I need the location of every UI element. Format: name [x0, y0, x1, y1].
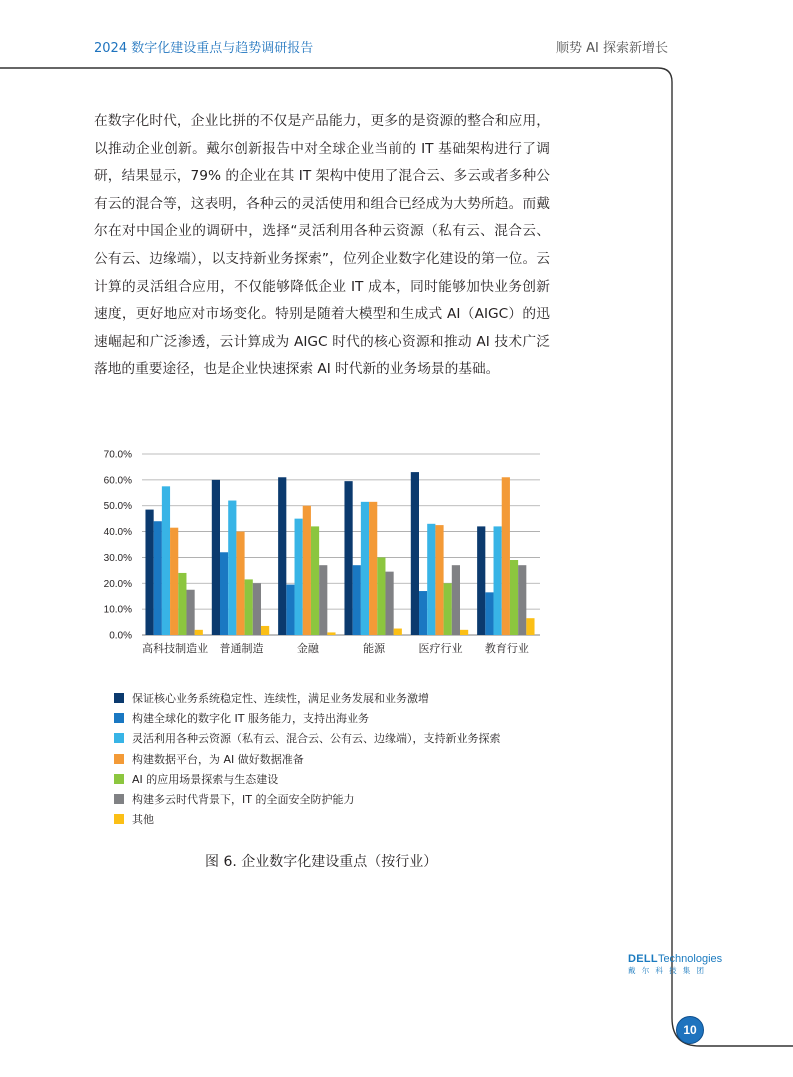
bar	[385, 572, 393, 635]
bar	[286, 585, 294, 635]
bar	[162, 486, 170, 635]
bar	[427, 524, 435, 635]
bar	[411, 472, 419, 635]
x-category-label: 教育行业	[484, 642, 529, 655]
legend-label: 其他	[132, 813, 154, 827]
y-tick-label: 30.0%	[103, 552, 132, 564]
bar	[377, 557, 385, 635]
legend-label: 灵活利用各种云资源（私有云、混合云、公有云、边缘端），支持新业务探索	[132, 732, 501, 746]
logo-brand-suffix: Technologies	[657, 953, 723, 965]
bar	[394, 629, 402, 635]
bar	[295, 519, 303, 635]
legend-label: 构建全球化的数字化 IT 服务能力，支持出海业务	[132, 712, 369, 726]
bar	[502, 477, 510, 635]
x-category-label: 普通制造	[219, 642, 264, 655]
bar	[220, 552, 228, 635]
bar	[369, 502, 377, 635]
report-slogan: 顺势 AI 探索新增长	[556, 41, 668, 56]
bar	[477, 526, 485, 635]
bar	[245, 579, 253, 635]
legend-item	[114, 728, 501, 748]
y-tick-label: 40.0%	[103, 527, 132, 539]
bar	[186, 590, 194, 635]
page-number: 10	[676, 1016, 704, 1044]
bar	[170, 528, 178, 635]
bar	[485, 592, 493, 635]
logo-brand-prefix: D	[628, 953, 637, 965]
legend-swatch	[114, 794, 124, 804]
y-tick-label: 20.0%	[103, 578, 132, 590]
legend-swatch	[114, 814, 124, 824]
legend-swatch	[114, 733, 124, 743]
bar	[510, 560, 518, 635]
bar	[195, 630, 203, 635]
bar	[353, 565, 361, 635]
legend-item	[114, 769, 501, 789]
report-title: 2024 数字化建设重点与趋势调研报告	[94, 41, 314, 56]
bar	[444, 583, 452, 635]
bar	[361, 502, 369, 635]
bar	[311, 526, 319, 635]
bar	[278, 477, 286, 635]
legend-item	[114, 809, 501, 829]
legend-item	[114, 789, 501, 809]
y-tick-label: 60.0%	[103, 475, 132, 487]
y-tick-label: 0.0%	[109, 630, 132, 642]
bar	[319, 565, 327, 635]
bar	[212, 480, 220, 635]
bar	[236, 532, 244, 635]
logo-subtitle: 戴尔科技集团	[628, 966, 711, 975]
legend-swatch	[114, 693, 124, 703]
dell-technologies-logo	[628, 952, 723, 976]
legend-label: AI 的应用场景探索与生态建设	[132, 772, 279, 786]
bar	[145, 510, 153, 635]
figure-caption: 图 6. 企业数字化建设重点（按行业）	[205, 854, 438, 870]
bar	[154, 521, 162, 635]
bar	[303, 506, 311, 635]
legend-label: 构建多云时代背景下，IT 的全面安全防护能力	[132, 793, 355, 807]
legend-label: 构建数据平台，为 AI 做好数据准备	[132, 752, 304, 766]
logo-brand-accent: ELL	[636, 953, 658, 965]
bar	[460, 630, 468, 635]
bar	[344, 481, 352, 635]
y-tick-label: 10.0%	[103, 604, 132, 616]
x-category-label: 高科技制造业	[142, 642, 209, 655]
legend-swatch	[114, 754, 124, 764]
legend-swatch	[114, 774, 124, 784]
legend-item	[114, 708, 501, 728]
bar	[518, 565, 526, 635]
legend-swatch	[114, 713, 124, 723]
bar	[452, 565, 460, 635]
y-tick-label: 70.0%	[103, 449, 132, 461]
legend-label: 保证核心业务系统稳定性、连续性，满足业务发展和业务激增	[132, 692, 429, 706]
bar	[327, 632, 335, 635]
legend-item	[114, 688, 501, 708]
bar	[253, 583, 261, 635]
body-paragraph: 在数字化时代，企业比拼的不仅是产品能力，更多的是资源的整合和应用，以推动企业创新。戴尔创新报告中对全球企业当前的 IT 基础架构进行了调研，结果显示，79% 的企业在其 IT 架构中使用了混合云、多云或者多种公有云的混合等，这表明，各种云的灵活使用和组合已经成为大势所趋。而戴尔在对中国企业的调研中，选择“灵活利用各种云资源（私有云、混合云、公有云、边缘端），以支持新业务探索”，位列企业数字化建设的第一位。云计算的灵活组合应用，不仅能够降低企业 IT 成本，同时能够加快业务创新速度，更好地应对市场变化。特别是随着大模型和生成式 AI（AIGC）的迅速崛起和广泛渗透，云计算成为 AIGC 时代的核心资源和推动 AI 技术广泛落地的重要途径，也是企业快速探索 AI 时代新的业务场景的基础。	[94, 113, 550, 378]
bar	[228, 501, 236, 635]
legend-item	[114, 749, 501, 769]
x-category-label: 医疗行业	[418, 642, 463, 655]
bar	[419, 591, 427, 635]
bar	[178, 573, 186, 635]
bar	[435, 525, 443, 635]
bar	[261, 626, 269, 635]
x-category-label: 金融	[296, 642, 319, 655]
industry-bar-chart	[90, 445, 550, 670]
bar	[526, 618, 534, 635]
x-category-label: 能源	[363, 642, 386, 655]
chart-legend	[114, 688, 501, 829]
y-tick-label: 50.0%	[103, 501, 132, 513]
bar	[494, 526, 502, 635]
